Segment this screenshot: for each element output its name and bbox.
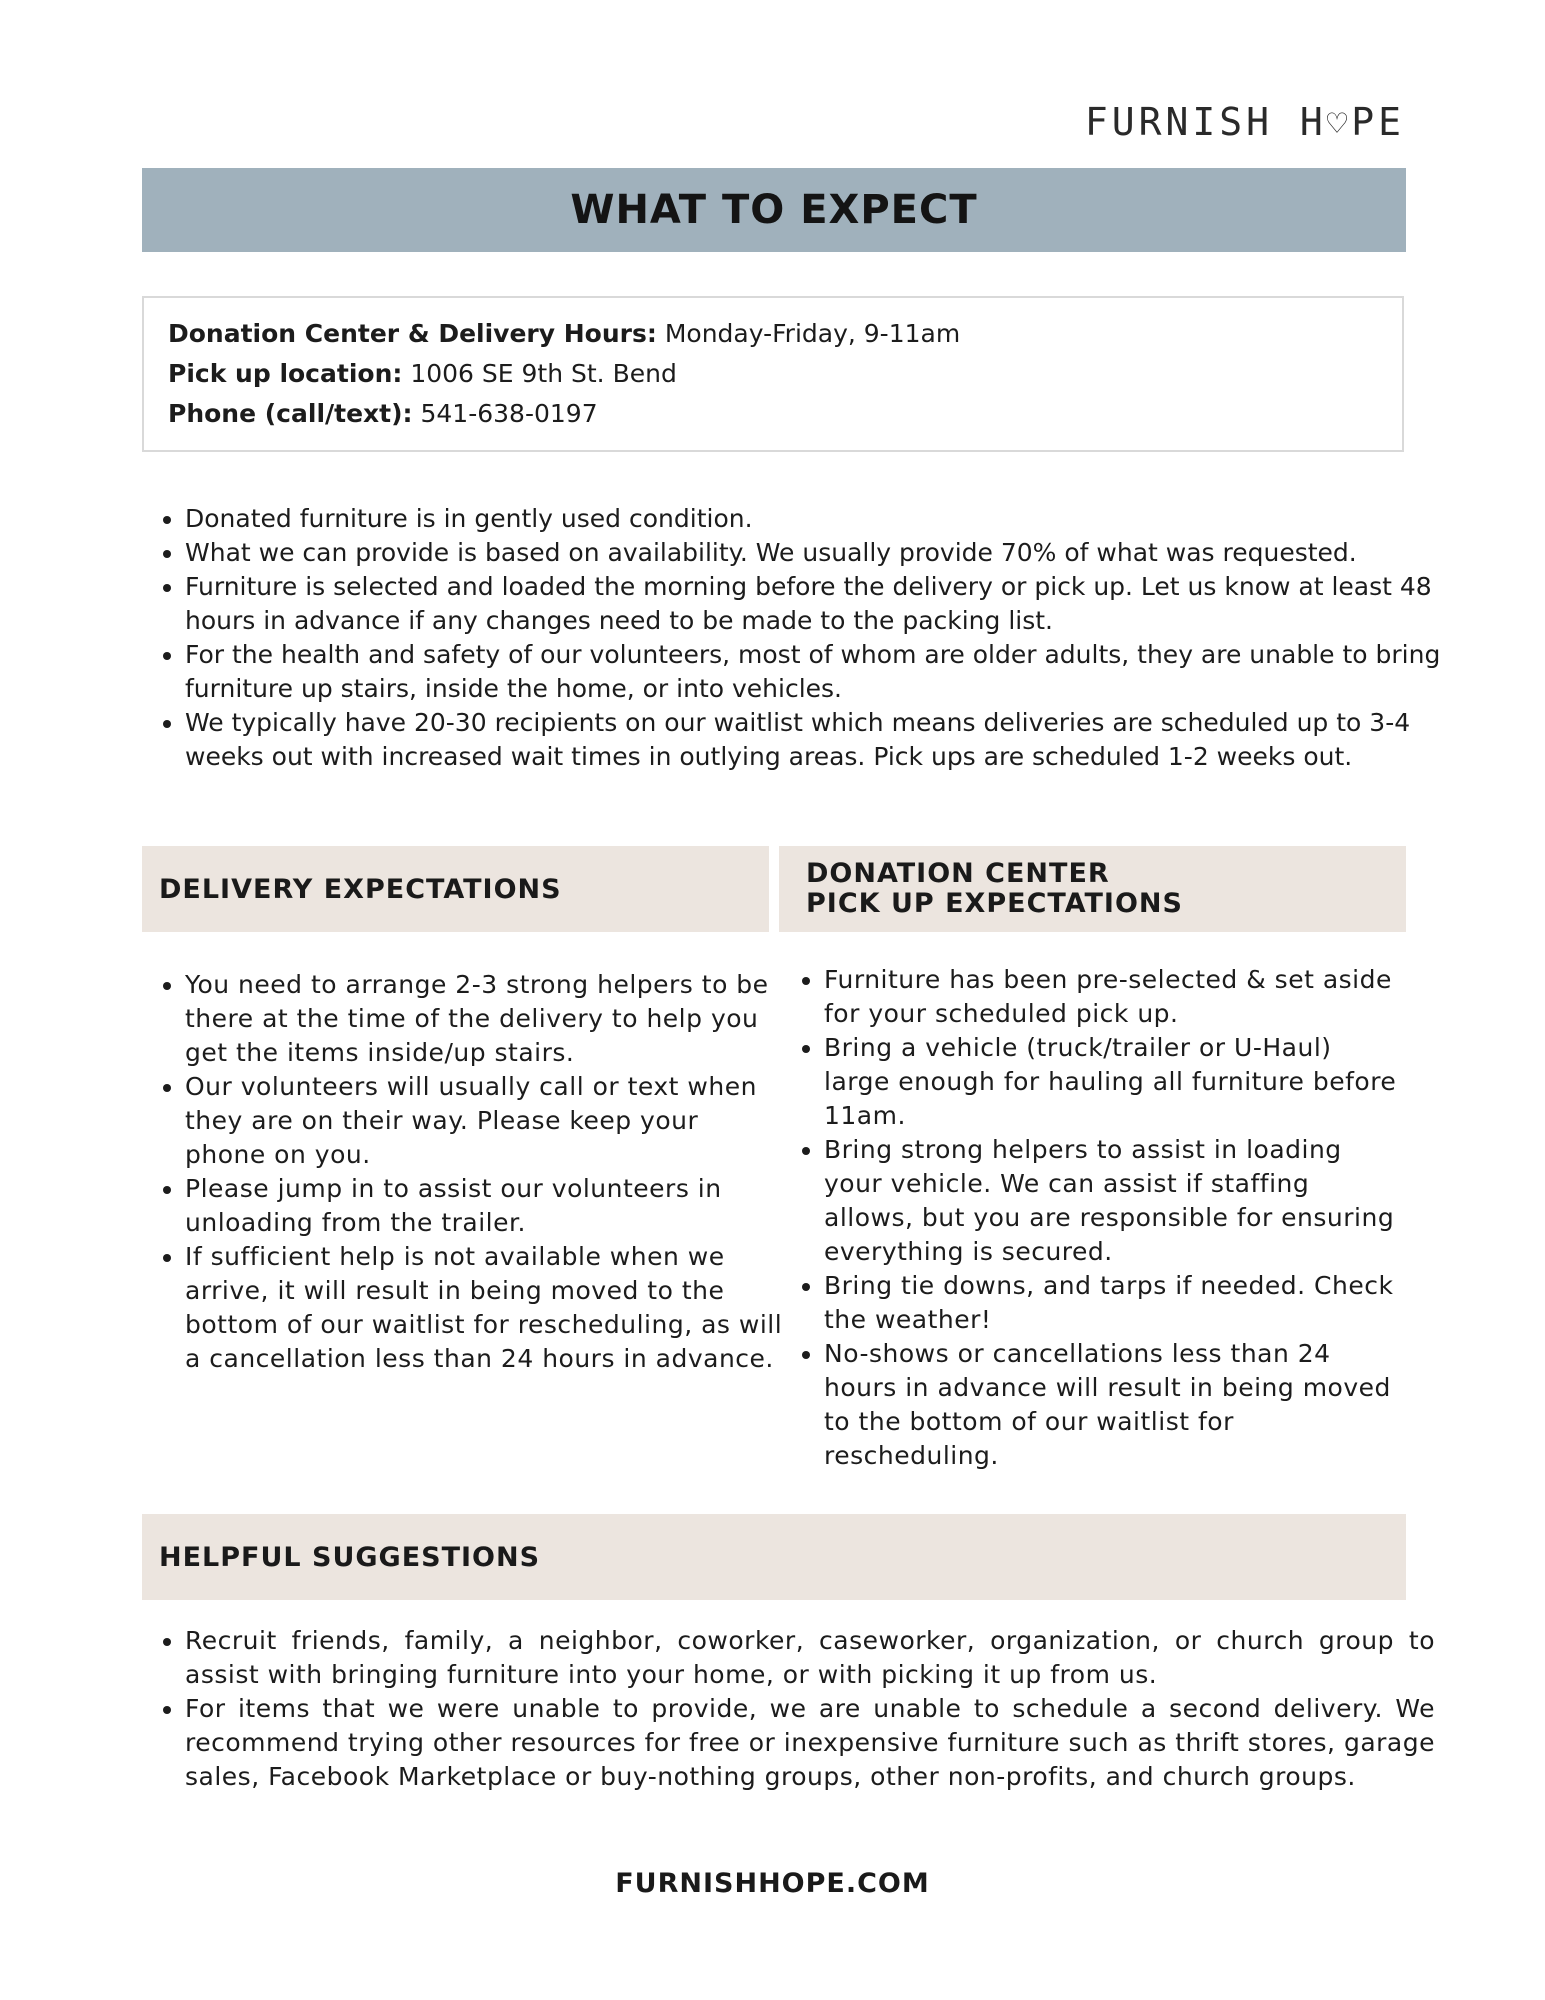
list-item: • No-shows or cancellations less than 24 hours in advance will result in being moved to the bottom of our waitlist for rescheduling. bbox=[824, 1337, 1404, 1473]
list-item: • What we can provide is based on availability. We usually provide 70% of what was requested. bbox=[185, 536, 1455, 570]
list-item: • For items that we were unable to provide, we are unable to schedule a second delivery. We recommend trying other resources for free or inexpensive furniture such as thrift stores, garage sales, Facebook Marketplace or buy-nothing groups, other non-profits, and church groups. bbox=[185, 1692, 1435, 1794]
list-item: • If sufficient help is not available when we arrive, it will result in being moved to the bottom of our waitlist for rescheduling, as will a cancellation less than 24 hours in advance. bbox=[185, 1240, 785, 1376]
page-title: WHAT TO EXPECT bbox=[570, 187, 978, 233]
list-item: • We typically have 20-30 recipients on our waitlist which means deliveries are scheduled up to 3-4 weeks out with increased wait times in outlying areas. Pick ups are scheduled 1-2 weeks out. bbox=[185, 706, 1455, 774]
list-item: • Our volunteers will usually call or text when they are on their way. Please keep your phone on you. bbox=[185, 1070, 785, 1172]
intro-list bbox=[142, 502, 1455, 774]
list-item: • Bring a vehicle (truck/trailer or U-Haul) large enough for hauling all furniture before 11am. bbox=[824, 1031, 1404, 1133]
helpful-list bbox=[142, 1624, 1435, 1794]
pickup-list bbox=[781, 963, 1404, 1473]
list-item: • For the health and safety of our volunteers, most of whom are older adults, they are unable to bring furniture up stairs, inside the home, or into vehicles. bbox=[185, 638, 1455, 706]
list-item: • Furniture is selected and loaded the morning before the delivery or pick up. Let us know at least 48 hours in advance if any changes need to be made to the packing list. bbox=[185, 570, 1455, 638]
title-banner bbox=[142, 168, 1406, 252]
location-value: 1006 SE 9th St. Bend bbox=[410, 359, 677, 388]
info-box bbox=[142, 296, 1404, 452]
delivery-heading-text: DELIVERY EXPECTATIONS bbox=[159, 873, 562, 905]
phone-label: Phone (call/text): bbox=[168, 399, 413, 428]
list-item: • Bring strong helpers to assist in loading your vehicle. We can assist if staffing allows, but you are responsible for ensuring everything is secured. bbox=[824, 1133, 1404, 1269]
delivery-heading bbox=[142, 846, 769, 932]
phone-value: 541-638-0197 bbox=[420, 399, 598, 428]
delivery-list bbox=[142, 968, 785, 1376]
list-item: • You need to arrange 2-3 strong helpers to be there at the time of the delivery to help you get the items inside/up stairs. bbox=[185, 968, 785, 1070]
heart-icon: ♡ bbox=[1326, 104, 1352, 144]
pickup-heading bbox=[779, 846, 1406, 932]
location-row bbox=[168, 354, 1378, 394]
helpful-heading-text: HELPFUL SUGGESTIONS bbox=[159, 1541, 541, 1573]
pickup-heading-line2: PICK UP EXPECTATIONS bbox=[806, 888, 1183, 919]
phone-row bbox=[168, 394, 1378, 434]
list-item: • Donated furniture is in gently used condition. bbox=[185, 502, 1455, 536]
logo-text-end: PE bbox=[1351, 100, 1405, 144]
pickup-heading-text bbox=[806, 859, 1183, 919]
hours-row bbox=[168, 314, 1378, 354]
hours-label: Donation Center & Delivery Hours: bbox=[168, 319, 657, 348]
list-item: • Please jump in to assist our volunteers in unloading from the trailer. bbox=[185, 1172, 785, 1240]
list-item: • Furniture has been pre-selected & set aside for your scheduled pick up. bbox=[824, 963, 1404, 1031]
list-item: • Recruit friends, family, a neighbor, coworker, caseworker, organization, or church group to assist with bringing furniture into your home, or with picking it up from us. bbox=[185, 1624, 1435, 1692]
helpful-heading bbox=[142, 1514, 1406, 1600]
brand-logo bbox=[1085, 100, 1405, 144]
pickup-heading-line1: DONATION CENTER bbox=[806, 858, 1110, 889]
logo-text-start: FURNISH H bbox=[1084, 100, 1327, 144]
location-label: Pick up location: bbox=[168, 359, 403, 388]
hours-value: Monday-Friday, 9-11am bbox=[664, 319, 961, 348]
list-item: • Bring tie downs, and tarps if needed. Check the weather! bbox=[824, 1269, 1404, 1337]
footer-website: FURNISHHOPE.COM bbox=[615, 1868, 930, 1899]
